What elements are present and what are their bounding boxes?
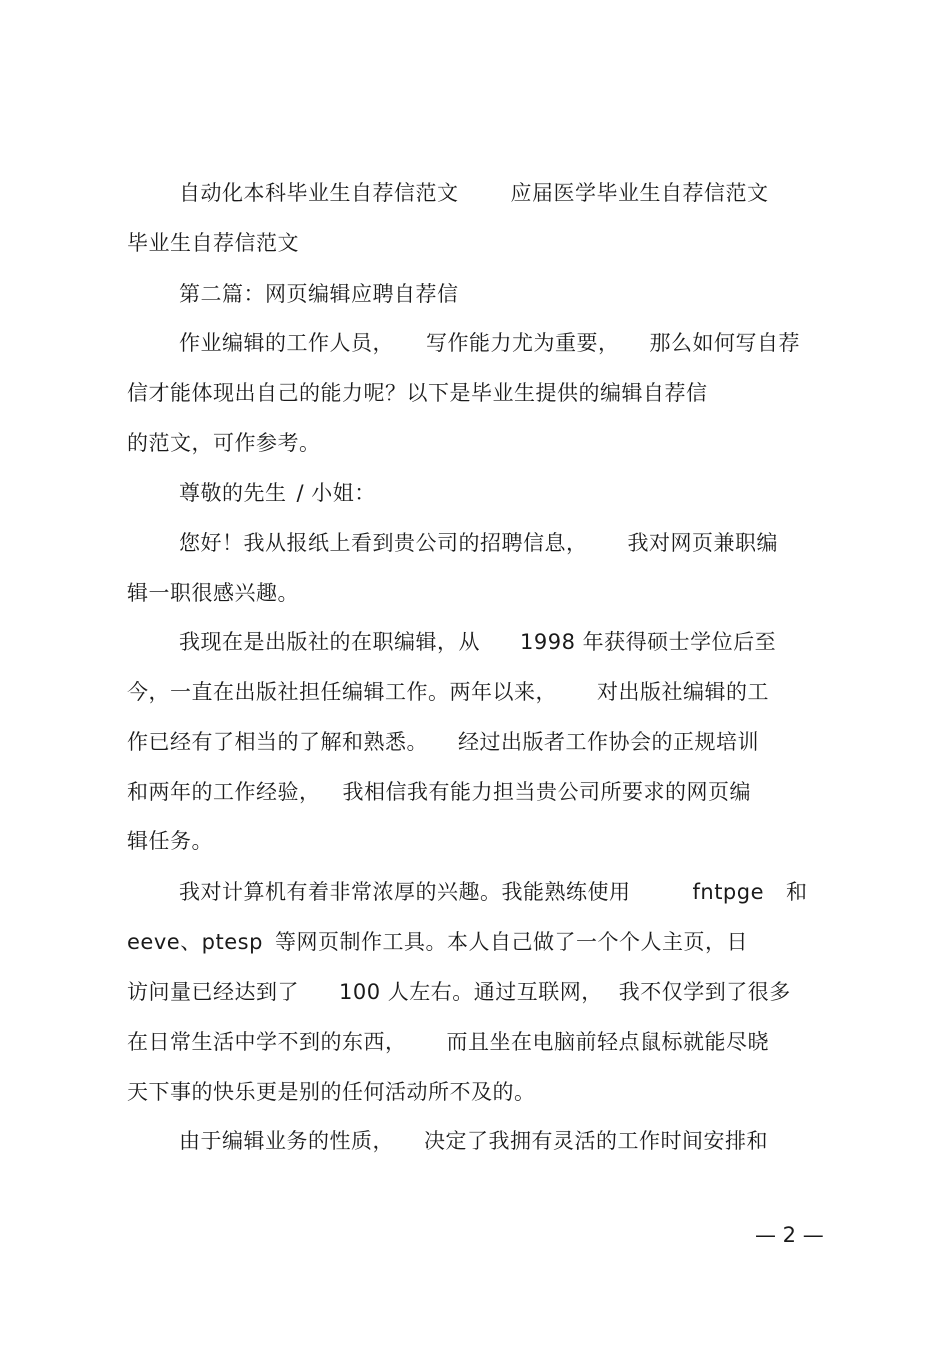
- text-line: [127, 1027, 769, 1057]
- text-segment: 访问量已经达到了: [127, 980, 299, 1004]
- text-segment: 写作能力尤为重要，: [426, 331, 620, 355]
- text-line: [127, 826, 213, 856]
- text-segment: 辑一职很感兴趣。: [127, 581, 299, 605]
- text-segment: 自动化本科毕业生自荐信范文: [179, 181, 459, 205]
- text-line: [127, 677, 769, 707]
- text-line: [179, 877, 808, 907]
- text-segment: 100 人左右。通过互联网，: [339, 980, 603, 1004]
- text-segment: 作业编辑的工作人员，: [179, 331, 394, 355]
- text-segment: 作已经有了相当的了解和熟悉。: [127, 730, 428, 754]
- text-line: [127, 428, 321, 458]
- text-segment: fntpge: [692, 880, 765, 904]
- text-line: [127, 1077, 536, 1107]
- text-line: [127, 977, 791, 1007]
- text-segment: 我对计算机有着非常浓厚的兴趣。我能熟练使用: [179, 880, 631, 904]
- text-line: [179, 627, 776, 657]
- text-line: [127, 578, 299, 608]
- text-segment: 第二篇：网页编辑应聘自荐信: [179, 282, 459, 306]
- text-segment: 等网页制作工具。本人自己做了一个个人主页，日: [274, 930, 748, 954]
- text-segment: 我不仅学到了很多: [618, 980, 791, 1004]
- text-segment: 和两年的工作经验，: [127, 780, 321, 804]
- text-segment: 那么如何写自荐: [649, 331, 800, 355]
- text-segment: 辑任务。: [127, 829, 213, 853]
- text-line: [127, 927, 748, 957]
- text-segment: 天下事的快乐更是别的任何活动所不及的。: [127, 1080, 536, 1104]
- text-segment: 决定了我拥有灵活的工作时间安排和: [424, 1129, 768, 1153]
- salutation: [179, 478, 376, 508]
- text-line: [179, 1126, 768, 1156]
- text-segment: 由于编辑业务的性质，: [179, 1129, 394, 1153]
- text-segment: 在日常生活中学不到的东西，: [127, 1030, 407, 1054]
- text-segment: 信才能体现出自己的能力呢？以下是毕业生提供的编辑自荐信: [127, 381, 708, 405]
- text-segment: 毕业生自荐信范文: [127, 231, 299, 255]
- text-line: [127, 777, 751, 807]
- text-line: [179, 528, 778, 558]
- text-segment: 的范文，可作参考。: [127, 431, 321, 455]
- text-segment: 您好！我从报纸上看到贵公司的招聘信息，: [179, 531, 588, 555]
- text-line: [179, 178, 769, 208]
- text-segment: 对出版社编辑的工: [597, 680, 769, 704]
- page-number: — 2 —: [755, 1223, 824, 1247]
- text-line: [179, 328, 800, 358]
- text-segment: eeve、ptesp: [127, 930, 263, 954]
- text-segment: 我对网页兼职编: [627, 531, 778, 555]
- text-segment: 应届医学毕业生自荐信范文: [510, 181, 769, 205]
- text-segment: 尊敬的先生: [179, 481, 287, 505]
- text-segment: 和: [786, 880, 808, 904]
- text-segment: 今，一直在出版社担任编辑工作。两年以来，: [127, 680, 557, 704]
- text-segment: 我现在是出版社的在职编辑，从: [179, 630, 480, 654]
- text-segment: 我相信我有能力担当贵公司所要求的网页编: [342, 780, 751, 804]
- text-line: [127, 727, 759, 757]
- text-line: [127, 228, 299, 258]
- text-segment: 1998 年获得硕士学位后至: [520, 630, 777, 654]
- text-segment: 而且坐在电脑前轻点鼠标就能尽晓: [446, 1030, 769, 1054]
- text-segment: 经过出版者工作协会的正规培训: [458, 730, 759, 754]
- section-heading: [179, 279, 459, 309]
- text-line: [127, 378, 708, 408]
- text-segment: / 小姐：: [296, 481, 376, 505]
